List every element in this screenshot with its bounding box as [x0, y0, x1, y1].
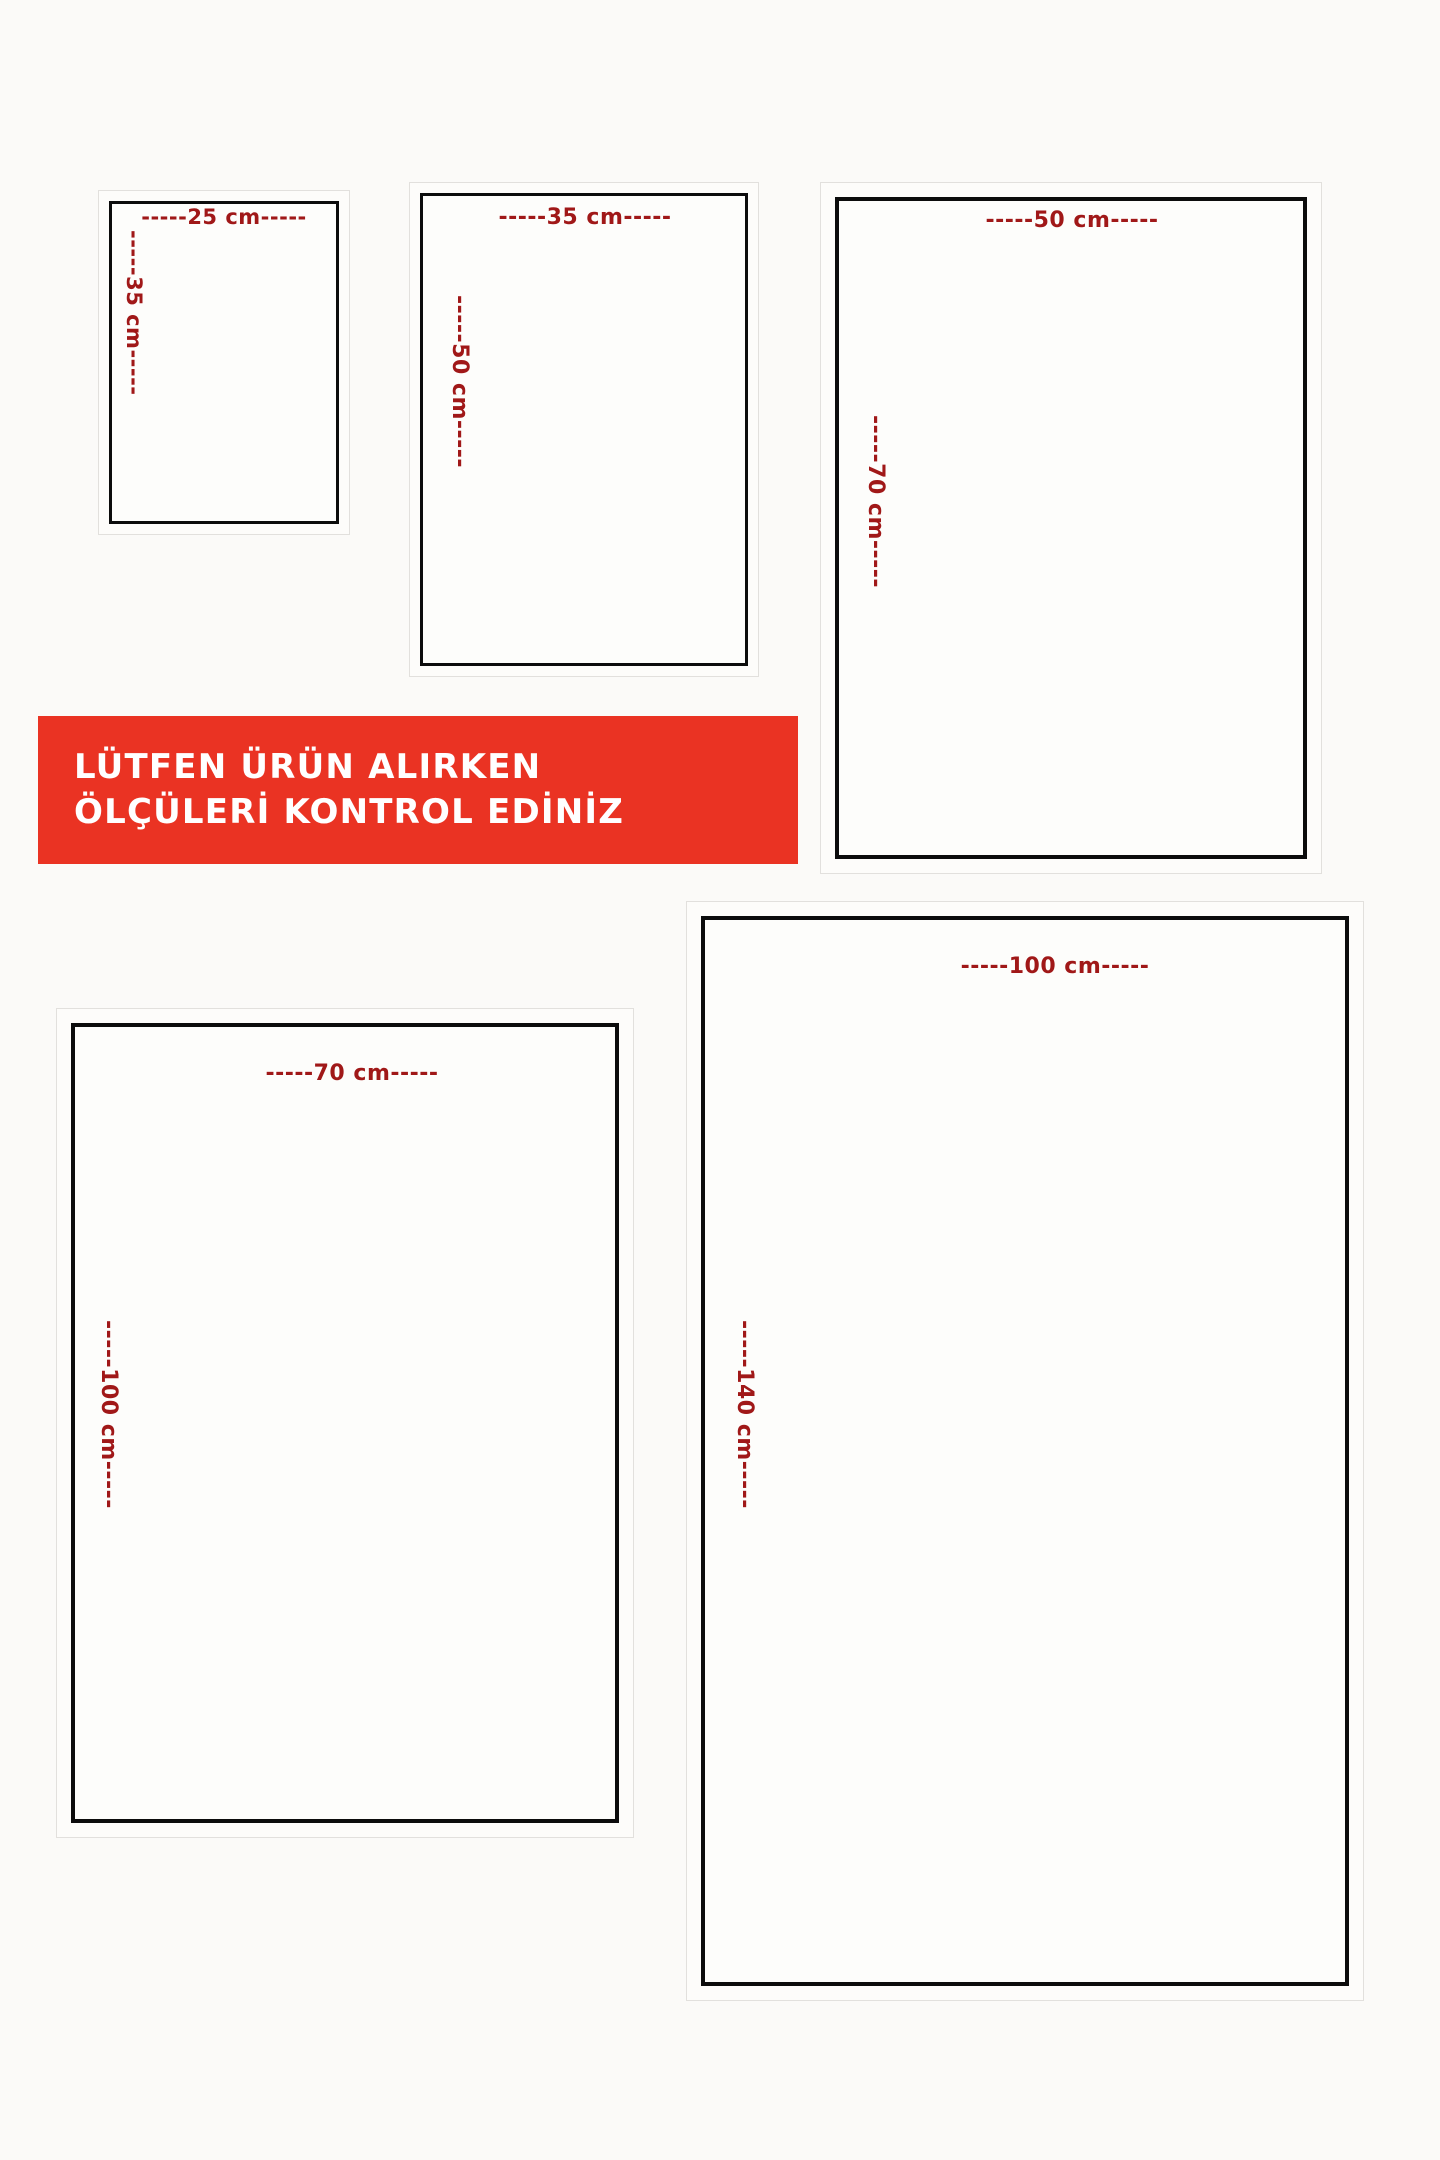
frame-70x100-height-label: -----100 cm----- — [96, 1320, 121, 1509]
frame-35x50-height-label: -----50 cm----- — [447, 295, 472, 469]
frame-100x140-height-label: -----140 cm----- — [732, 1320, 757, 1509]
frame-50x70-inner — [835, 197, 1307, 859]
frame-50x70-height-label: -----70 cm----- — [863, 415, 888, 589]
frame-70x100 — [56, 1008, 634, 1838]
frame-50x70-width-label: -----50 cm----- — [985, 208, 1159, 233]
frame-100x140 — [686, 901, 1364, 2001]
frame-100x140-inner — [701, 916, 1349, 1986]
frame-70x100-inner — [71, 1023, 619, 1823]
warning-banner-line-2: ÖLÇÜLERİ KONTROL EDİNİZ — [74, 792, 625, 832]
frame-35x50-width-label: -----35 cm----- — [498, 205, 672, 230]
warning-banner — [38, 716, 798, 864]
frame-70x100-width-label: -----70 cm----- — [265, 1061, 439, 1086]
warning-banner-line-1: LÜTFEN ÜRÜN ALIRKEN — [74, 747, 542, 788]
frame-25x35-height-label: -----35 cm----- — [122, 230, 146, 396]
frame-25x35-width-label: -----25 cm----- — [141, 205, 307, 229]
frame-100x140-width-label: -----100 cm----- — [960, 954, 1150, 979]
frame-50x70 — [820, 182, 1322, 874]
